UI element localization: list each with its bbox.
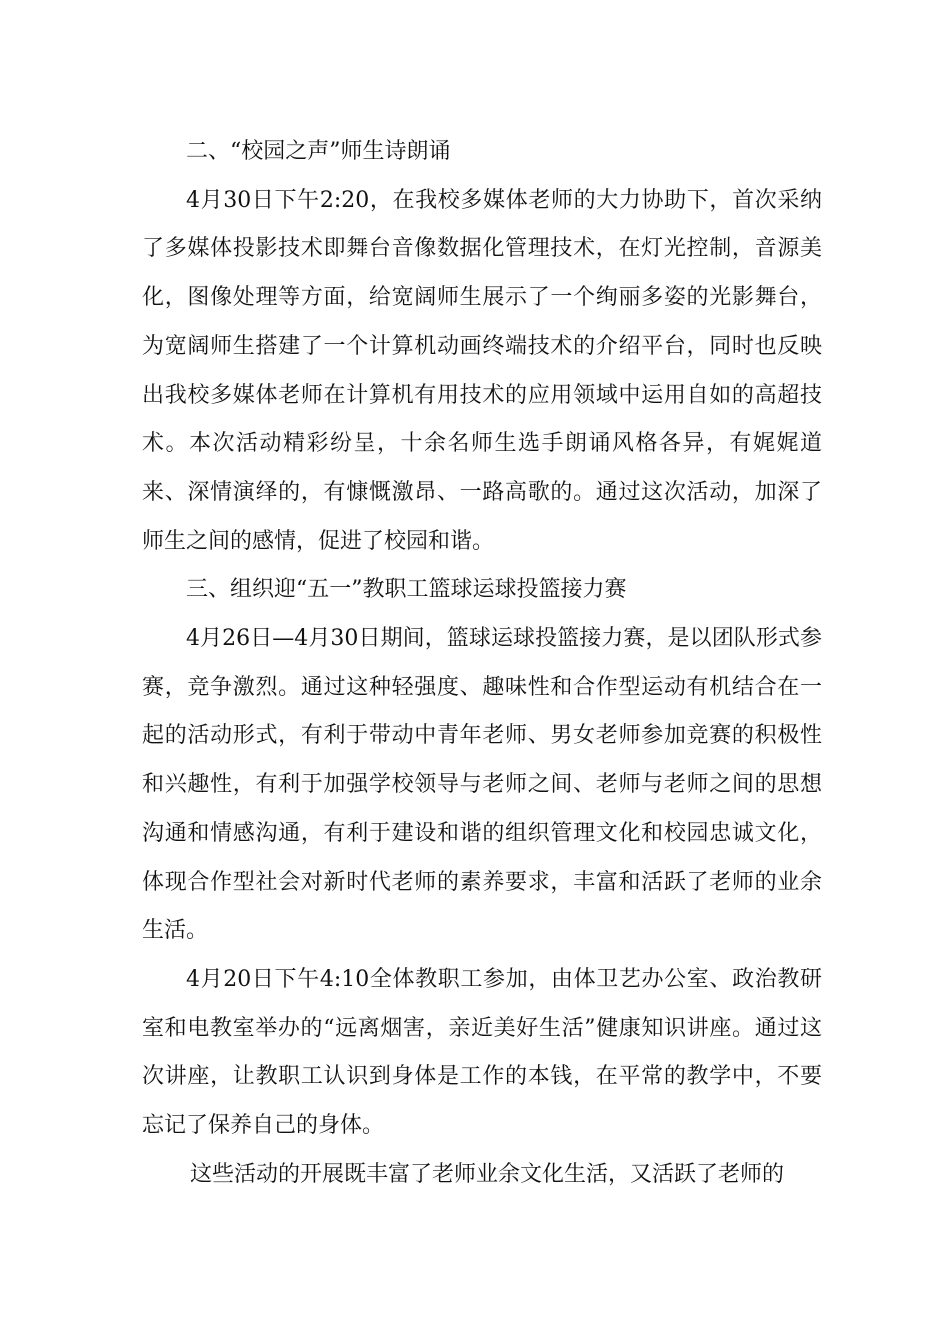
section-heading-poetry: 二、“校园之声”师生诗朗诵 bbox=[186, 139, 451, 164]
paragraph-basketball-relay: 4月26日—4月30日期间，篮球运球投篮接力赛，是以团队形式参赛，竞争激烈。通过这种轻强度、趣味性和合作型运动有机结合在一起的活动形式，有利于带动中青年老师、男女老师参加竞赛的积极性和兴趣性，有利于加强学校领导与老师之间、老师与老师之间的思想沟通和情感沟通，有利于建设和谐的组织管理文化和校园忠诚文化，体现合作型社会对新时代老师的素养要求，丰富和活跃了老师的业余生活。 bbox=[142, 626, 822, 944]
paragraph-health-lecture: 4月20日下午4:10全体教职工参加，由体卫艺办公室、政治教研室和电教室举办的“远离烟害，亲近美好生活”健康知识讲座。通过这次讲座，让教职工认识到身体是工作的本钱，在平常的教学中，不要忘记了保养自己的身体。 bbox=[142, 966, 822, 1139]
document-body bbox=[142, 128, 822, 1199]
paragraph-summary: 这些活动的开展既丰富了老师业余文化生活，又活跃了老师的 bbox=[190, 1161, 785, 1187]
paragraph-poetry-recital: 4月30日下午2:20，在我校多媒体老师的大力协助下，首次采纳了多媒体投影技术即舞台音像数据化管理技术，在灯光控制，音源美化，图像处理等方面，给宽阔师生展示了一个绚丽多姿的光影舞台，为宽阔师生搭建了一个计算机动画终端技术的介绍平台，同时也反映出我校多媒体老师在计算机有用技术的应用领域中运用自如的高超技术。本次活动精彩纷呈，十余名师生选手朗诵风格各异，有娓娓道来、深情演绎的，有慷慨激昂、一路高歌的。通过这次活动，加深了师生之间的感情，促进了校园和谐。 bbox=[142, 187, 822, 554]
section-heading-basketball: 三、组织迎“五一”教职工篮球运球投篮接力赛 bbox=[186, 577, 627, 603]
